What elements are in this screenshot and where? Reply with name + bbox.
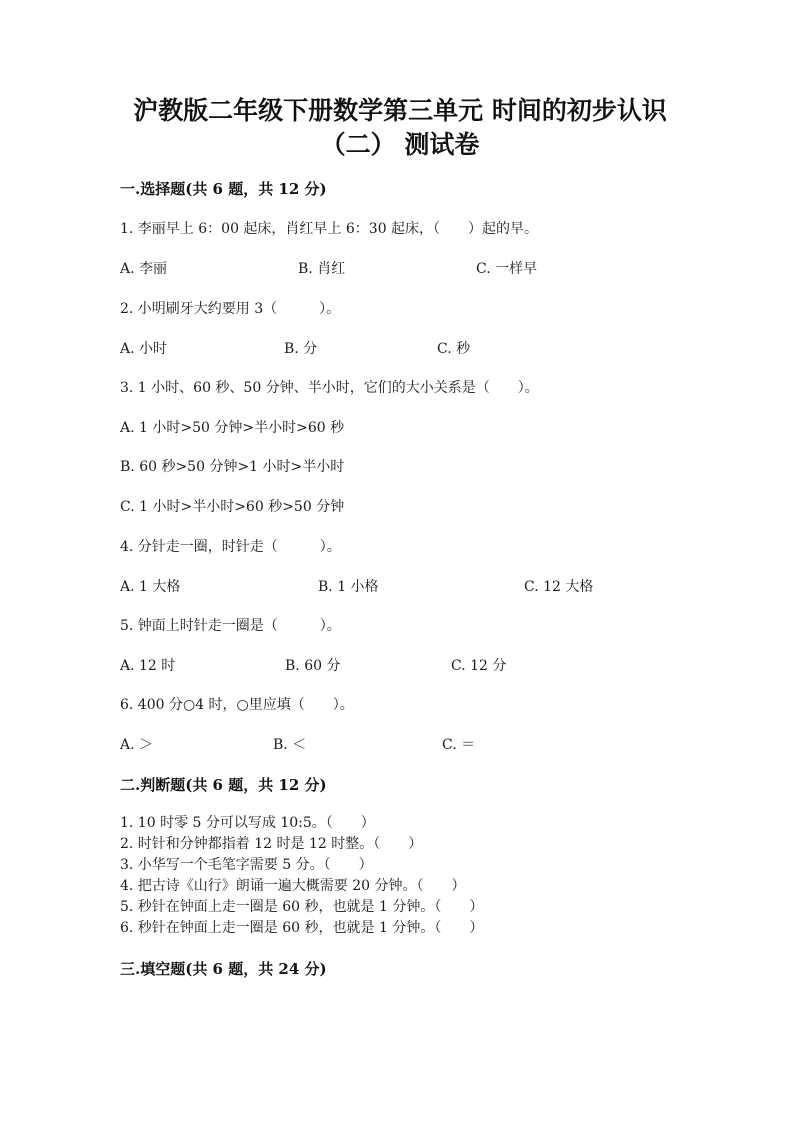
question-text: 3. 1 小时、60 秒、50 分钟、半小时，它们的大小关系是（ ）。 bbox=[120, 380, 539, 396]
section-heading-fill: 三.填空题(共 6 题，共 24 分) bbox=[120, 960, 327, 978]
option-b: B. ＜ bbox=[273, 737, 307, 753]
option-b: B. 肖红 bbox=[298, 261, 346, 277]
option-a: A. 李丽 bbox=[120, 261, 168, 277]
judge-item: 4. 把古诗《山行》朗诵一遍大概需要 20 分钟。（ ） bbox=[120, 878, 466, 894]
judge-item: 6. 秒针在钟面上走一圈是 60 秒，也就是 1 分钟。（ ） bbox=[120, 920, 484, 936]
option-a: A. ＞ bbox=[120, 737, 154, 753]
judge-item: 1. 10 时零 5 分可以写成 10:5。（ ） bbox=[120, 815, 375, 831]
question-text: 2. 小明刷牙大约要用 3（ ）。 bbox=[120, 301, 341, 317]
option-c: C. ＝ bbox=[442, 737, 476, 753]
question-text: 5. 钟面上时针走一圈是（ ）。 bbox=[120, 618, 341, 634]
question-text: 1. 李丽早上 6：00 起床，肖红早上 6：30 起床，（ ）起的早。 bbox=[120, 221, 539, 237]
judge-item: 5. 秒针在钟面上走一圈是 60 秒，也就是 1 分钟。（ ） bbox=[120, 899, 484, 915]
page-title: 沪教版二年级下册数学第三单元 时间的初步认识 bbox=[133, 96, 667, 125]
option-a: A. 1 大格 bbox=[120, 579, 181, 595]
section-heading-judge: 二.判断题(共 6 题，共 12 分) bbox=[120, 776, 327, 794]
page-subtitle: （二） 测试卷 bbox=[320, 130, 480, 159]
option-b: B. 60 秒>50 分钟>1 小时>半小时 bbox=[120, 459, 345, 475]
option-a: A. 小时 bbox=[120, 341, 168, 357]
option-a: A. 1 小时>50 分钟>半小时>60 秒 bbox=[120, 420, 345, 436]
judge-item: 3. 小华写一个毛笔字需要 5 分。（ ） bbox=[120, 857, 373, 873]
option-c: C. 12 大格 bbox=[524, 579, 594, 595]
option-a: A. 12 时 bbox=[120, 658, 176, 674]
option-c: C. 12 分 bbox=[451, 658, 507, 674]
option-b: B. 1 小格 bbox=[318, 579, 379, 595]
option-c: C. 秒 bbox=[437, 341, 471, 357]
option-c: C. 一样早 bbox=[476, 261, 538, 277]
option-c: C. 1 小时>半小时>60 秒>50 分钟 bbox=[120, 499, 345, 515]
judge-item: 2. 时针和分钟都指着 12 时是 12 时整。（ ） bbox=[120, 836, 423, 852]
option-b: B. 60 分 bbox=[285, 658, 341, 674]
question-text: 4. 分针走一圈，时针走（ ）。 bbox=[120, 539, 341, 555]
option-b: B. 分 bbox=[284, 341, 318, 357]
question-text: 6. 400 分○4 时，○里应填（ ）。 bbox=[120, 697, 354, 713]
section-heading-choice: 一.选择题(共 6 题，共 12 分) bbox=[120, 180, 327, 198]
